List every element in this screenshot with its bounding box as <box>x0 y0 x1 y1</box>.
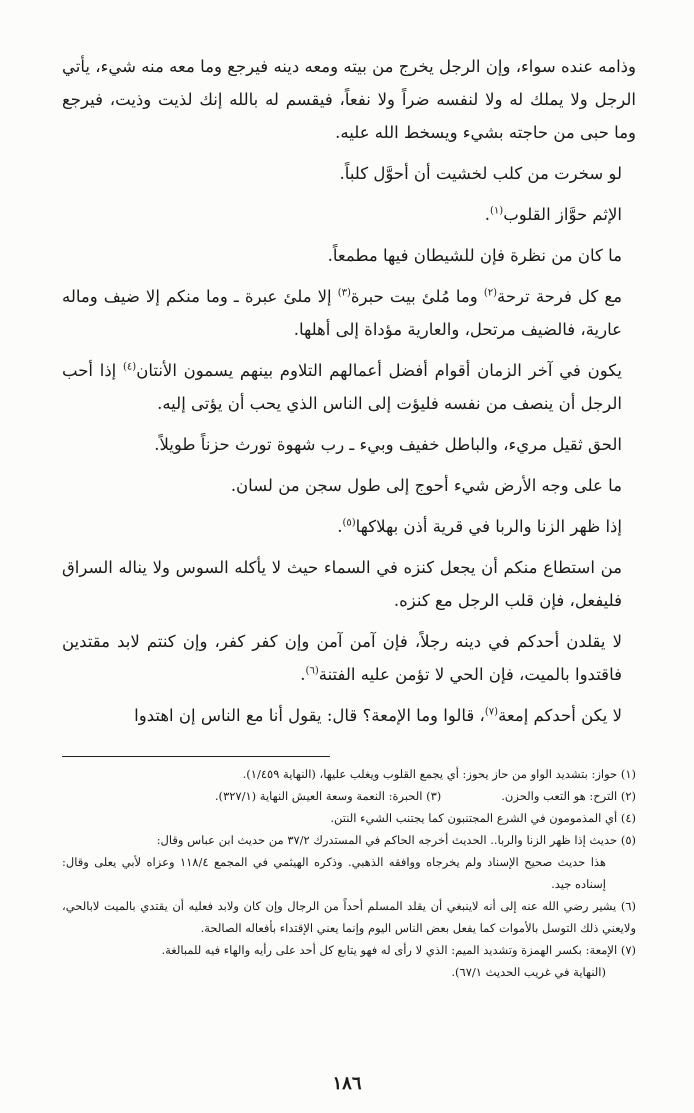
footnote-row-2-3 <box>62 785 636 807</box>
footnote-mark-5: (٥) <box>342 517 356 529</box>
footnote-5: (٥) حديث إذا ظهر الزنا والربا.. الحديث أخرجه الحاكم في المستدرك ٣٧/٢ من حديث ابن عباس وقال: <box>156 833 636 847</box>
paragraph-4: ما كان من نظرة فإن للشيطان فيها مطمعاً. <box>327 246 622 265</box>
paragraph-5-mid: وما مُلئ بيت حبرة <box>350 287 484 306</box>
footnote-mark-4: (٤) <box>123 361 137 373</box>
page-number: ١٨٦ <box>332 1073 362 1094</box>
paragraph-11-text: لا يقلدن أحدكم في دينه رجلاً، فإن آمن آمن وإن كفر كفر، وإن كنتم لابد مقتدين فاقتدوا بالميت، فإن الحي لا تؤمن عليه الفتنة <box>62 632 622 684</box>
main-text <box>62 50 636 740</box>
footnote-5-continued: هذا حديث صحيح الإسناد ولم يخرجاه ووافقه الذهبي. وذكره الهيثمي في المجمع ١١٨/٤ وعزاه لأبي يعلى وقال: إسناده جيد. <box>62 855 607 891</box>
footnote-mark-1: (١) <box>490 205 504 217</box>
footnotes <box>62 763 636 983</box>
paragraph-1: وذامه عنده سواء، وإن الرجل يخرج من بيته ومعه دينه فيرجع وما معه منه شيء، يأتي الرجل ولا يملك له ولا لنفسه ضراً ولا نفعاً، فيقسم له بالله إنك لذيت وذيت، فيرجع وما حبى من حاجته بشيء ويسخط الله عليه. <box>62 57 636 142</box>
footnote-mark-2: (٢) <box>483 287 497 299</box>
footnote-mark-6: (٦) <box>305 665 319 677</box>
footnote-2: (٢) الترح: هو التعب والحزن. <box>501 789 636 803</box>
paragraph-2: لو سخرت من كلب لخشيت أن أحوَّل كلباً. <box>339 164 622 183</box>
paragraph-11 <box>62 625 636 691</box>
paragraph-9 <box>62 510 636 543</box>
footnote-mark-7: (٧) <box>484 706 499 718</box>
paragraph-3 <box>62 198 636 231</box>
paragraph-10: من استطاع منكم أن يجعل كنزه في السماء حيث لا يأكله السوس ولا يناله السراق فليفعل، فإن قلب الرجل مع كنزه. <box>62 558 622 610</box>
paragraph-6-tail: إذا أحب الرجل أن ينصف من نفسه فليؤت إلى الناس الذي يحب أن يؤتى إليه. <box>62 361 622 413</box>
paragraph-9-tail: . <box>337 517 343 536</box>
paragraph-7: الحق ثقيل مريء، والباطل خفيف وبيء ـ رب شهوة تورث حزناً طويلاً. <box>154 435 622 454</box>
footnote-3: (٣) الحبرة: النعمة وسعة العيش النهاية (٣٢٧/١). <box>214 789 442 803</box>
paragraph-12-tail: ، قالوا وما الإمعة؟ قال: يقول أنا مع الناس إن اهتدوا <box>134 706 485 725</box>
footnote-divider <box>62 756 330 757</box>
paragraph-9-text: إذا ظهر الزنا والربا في قرية أذن بهلاكها <box>355 517 622 536</box>
footnote-4: (٤) أي المذمومون في الشرع المجتنبون كما يجتنب الشيء النتن. <box>330 811 636 825</box>
paragraph-11-tail: . <box>300 665 306 684</box>
footnote-7-continued: (النهاية في غريب الحديث ٦٧/١). <box>451 965 606 979</box>
paragraph-5 <box>62 280 636 346</box>
paragraph-5-text: مع كل فرحة ترحة <box>497 287 622 306</box>
paragraph-8: ما على وجه الأرض شيء أحوج إلى طول سجن من لسان. <box>230 476 622 495</box>
footnote-6: (٦) يشير رضي الله عنه إلى أنه لاينبغي أن يقلد المسلم أحداً من الرجال وإن كان ولابد فعليه أن يقتدي بالميت لابالحي، ولايعني ذلك التوسل بالأموات كما يفعل بعض الناس اليوم وإنما يعني الإقتداء بأفعاله الصالحة. <box>62 899 636 935</box>
paragraph-5-tail: إلا ملئ عبرة ـ وما منكم إلا ضيف وماله عارية، فالضيف مرتحل، والعارية مؤداة إلى أهلها. <box>62 287 622 339</box>
footnote-mark-3: (٣) <box>337 287 351 299</box>
paragraph-12-text: لا يكن أحدكم إمعة <box>498 706 622 725</box>
paragraph-3-text: الإثم حوَّاز القلوب <box>503 205 622 224</box>
paragraph-3-tail: . <box>484 205 490 224</box>
paragraph-12 <box>62 699 636 732</box>
paragraph-6 <box>62 354 636 420</box>
paragraph-6-text: يكون في آخر الزمان أقوام أفضل أعمالهم التلاوم بينهم يسمون الأنتان <box>136 361 622 380</box>
footnote-7: (٧) الإمعة: بكسر الهمزة وتشديد الميم: الذي لا رأى له فهو يتابع كل أحد على رأيه والهاء فيه للمبالغة. <box>161 943 636 957</box>
footnote-1: (١) حواز: بتشديد الواو من حاز يحوز: أي يجمع القلوب ويغلب عليها، (النهاية ١/٤٥٩). <box>242 767 636 781</box>
